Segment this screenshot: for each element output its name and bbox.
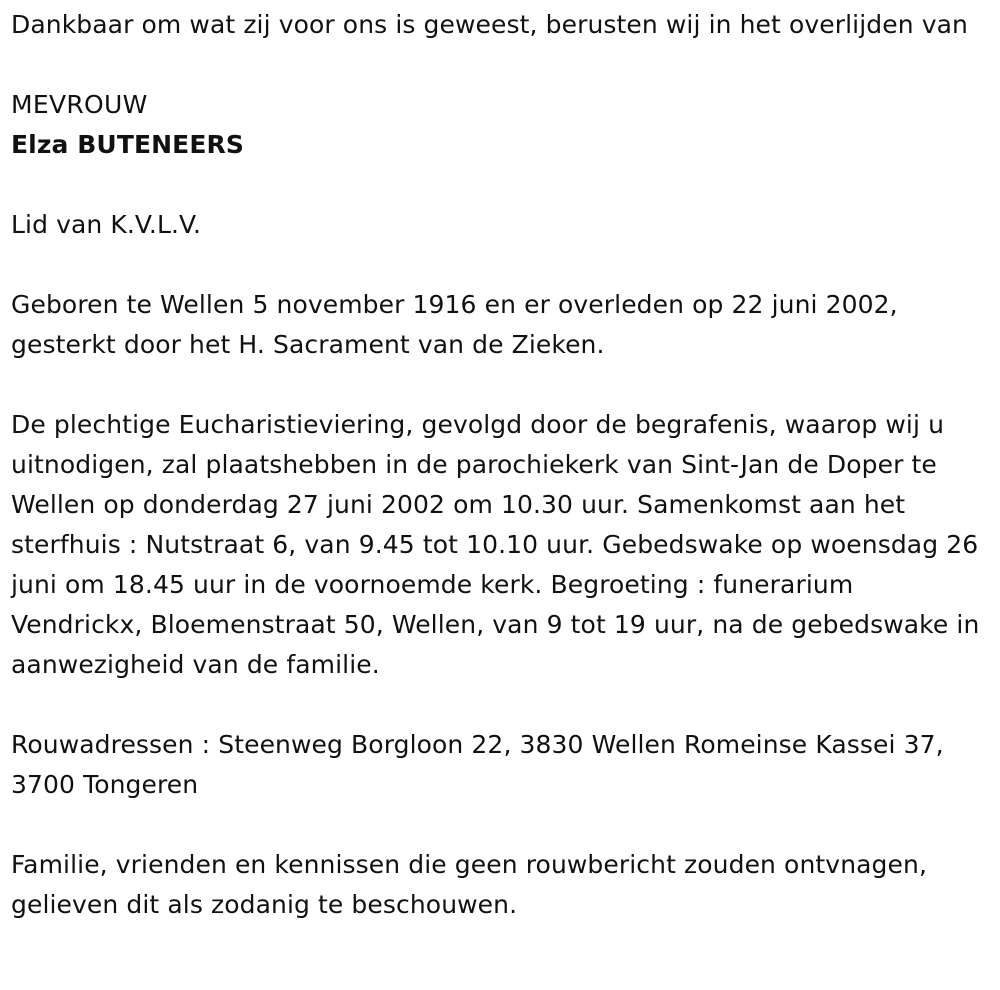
birth-death-paragraph: Geboren te Wellen 5 november 1916 en er overleden op 22 juni 2002, gesterkt door het H. Sacrament van de Zieken. <box>11 290 898 359</box>
membership-line: Lid van K.V.L.V. <box>11 210 202 239</box>
addresses-paragraph: Rouwadressen : Steenweg Borgloon 22, 3830 Wellen Romeinse Kassei 37, 3700 Tongeren <box>11 730 944 799</box>
spacer <box>11 245 991 285</box>
intro-paragraph: Dankbaar om wat zij voor ons is geweest, berusten wij in het overlijden van <box>11 10 968 39</box>
spacer <box>11 805 991 845</box>
obituary-notice <box>11 5 991 925</box>
spacer <box>11 685 991 725</box>
spacer <box>11 165 991 205</box>
spacer <box>11 45 991 85</box>
closing-paragraph: Familie, vrienden en kennissen die geen rouwbericht zouden ontvnagen, gelieven dit als zodanig te beschouwen. <box>11 850 927 919</box>
spacer <box>11 365 991 405</box>
deceased-name: Elza BUTENEERS <box>11 130 244 159</box>
service-paragraph: De plechtige Eucharistieviering, gevolgd door de begrafenis, waarop wij u uitnodigen, zal plaatshebben in de parochiekerk van Sint-Jan de Doper te Wellen op donderdag 27 juni 2002 om 10.30 uur. Samenkomst aan het sterfhuis : Nutstraat 6, van 9.45 tot 10.10 uur. Gebedswake op woensdag 26 juni om 18.45 uur in de voornoemde kerk. Begroeting : funerarium Vendrickx, Bloemenstraat 50, Wellen, van 9 tot 19 uur, na de gebedswake in aanwezigheid van de familie. <box>11 410 980 679</box>
title-prefix: MEVROUW <box>11 90 148 119</box>
